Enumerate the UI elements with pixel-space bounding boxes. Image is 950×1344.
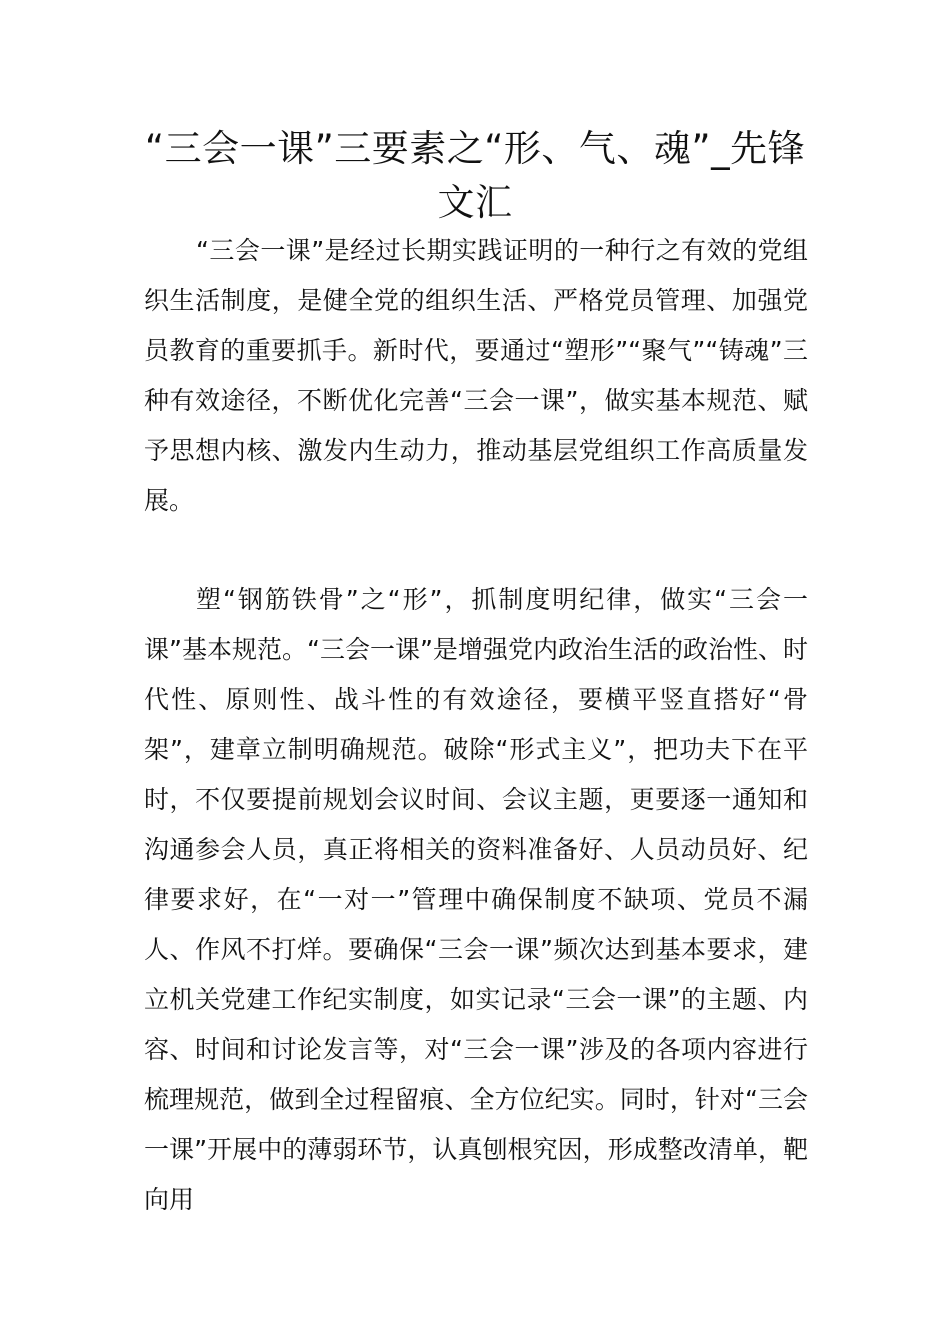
body-paragraph-1: “三会一课”是经过长期实践证明的一种行之有效的党组织生活制度，是健全党的组织生活、严格党员管理、加强党员教育的重要抓手。新时代，要通过“塑形”“聚气”“铸魂”三种有效途径，不断优化完善“三会一课”，做实基本规范、赋予思想内核、激发内生动力，推动基层党组织工作高质量发展。 — [144, 236, 808, 515]
body-paragraph-2: 塑“钢筋铁骨”之“形”，抓制度明纪律，做实“三会一课”基本规范。“三会一课”是增强党内政治生活的政治性、时代性、原则性、战斗性的有效途径，要横平竖直搭好“骨架”，建章立制明确规范。破除“形式主义”，把功夫下在平时，不仅要提前规划会议时间、会议主题，更要逐一通知和沟通参会人员，真正将相关的资料准备好、人员动员好、纪律要求好，在“一对一”管理中确保制度不缺项、党员不漏人、作风不打烊。要确保“三会一课”频次达到基本要求，建立机关党建工作纪实制度，如实记录“三会一课”的主题、内容、时间和讨论发言等，对“三会一课”涉及的各项内容进行梳理规范，做到全过程留痕、全方位纪实。同时，针对“三会一课”开展中的薄弱环节，认真刨根究因，形成整改清单，靶向用 — [144, 585, 808, 1214]
document-title: “三会一课”三要素之“形、气、魂”_先锋文汇 — [144, 127, 806, 224]
